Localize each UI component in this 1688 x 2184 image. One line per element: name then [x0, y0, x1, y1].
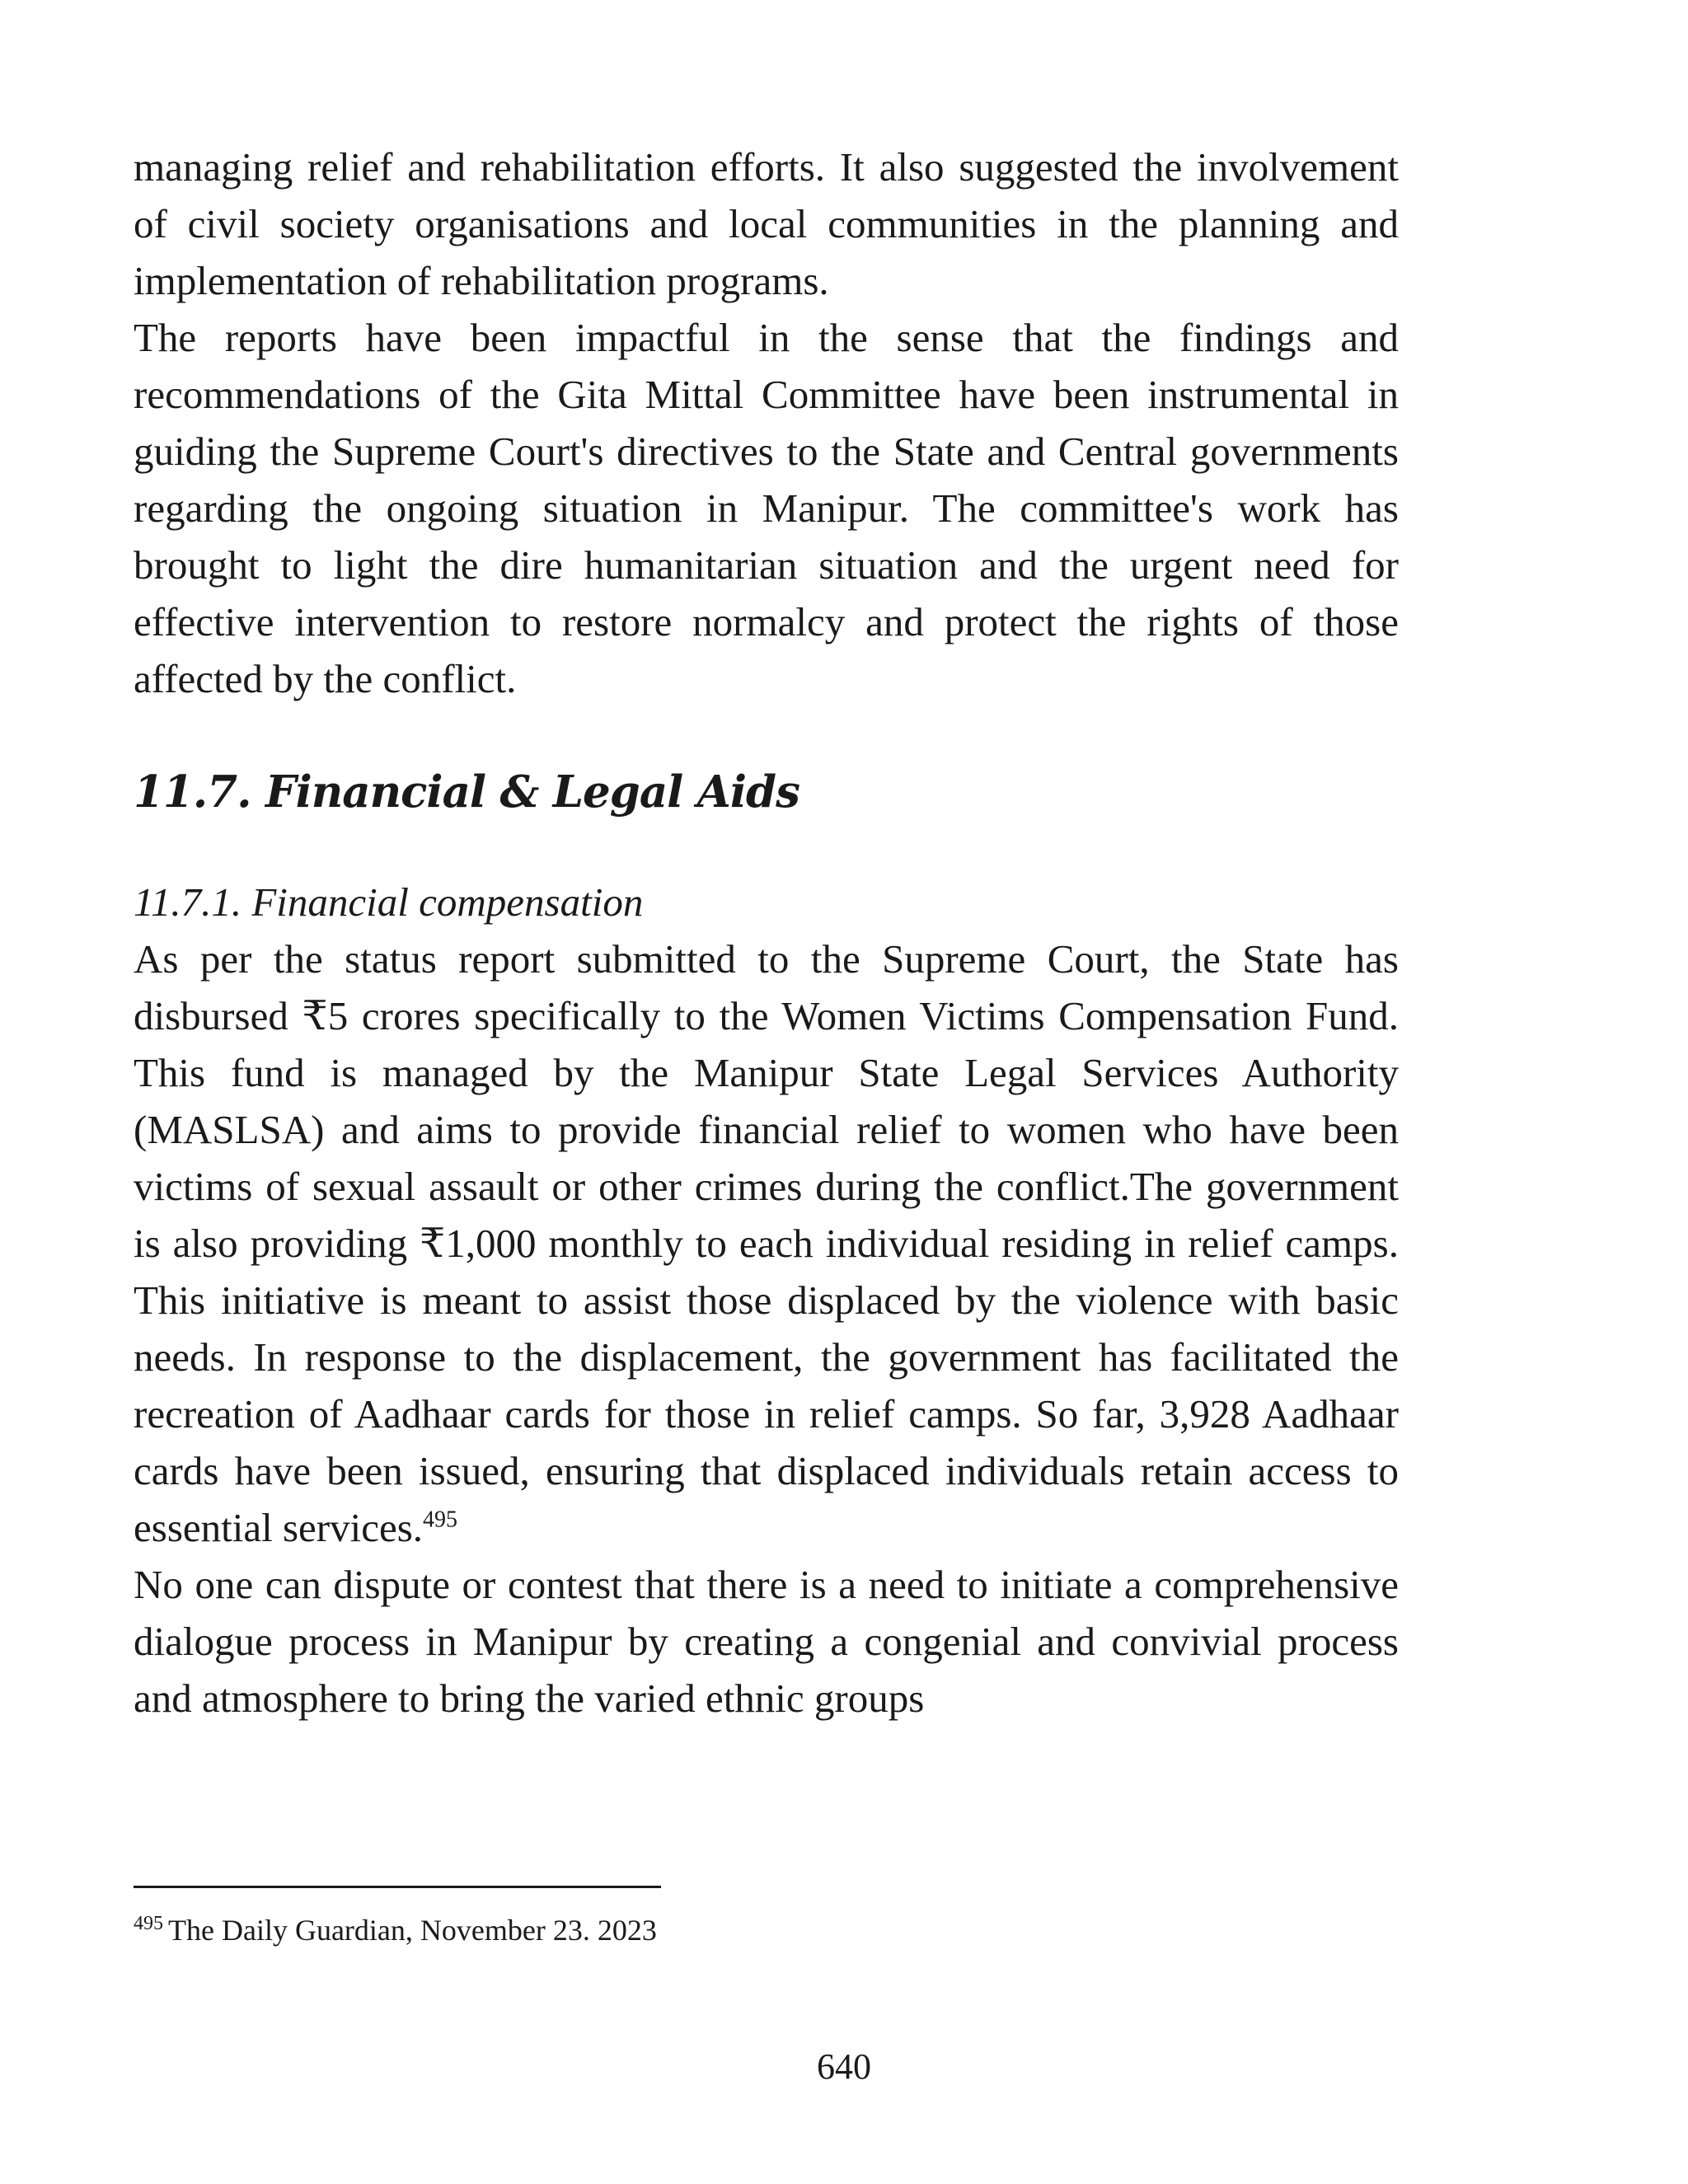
section-heading: 11.7. Financial & Legal Aids	[134, 766, 799, 818]
footnote-number: 495	[134, 1913, 163, 1934]
footnote-reference[interactable]: 495	[423, 1507, 458, 1533]
footnote-text: The Daily Guardian, November 23. 2023	[168, 1914, 657, 1947]
page-body	[134, 138, 1399, 1727]
paragraph-relief-efforts: managing relief and rehabilitation efforts. It also suggested the involvement of civil society organisations and local communities in the planning and implementation of rehabilitation programs.	[134, 144, 1399, 303]
paragraph-financial-compensation-text: As per the status report submitted to the Supreme Court, the State has disbursed ₹5 crores specifically to the Women Victims Compensation Fund. This fund is managed by the Manipur State Legal Services Authority (MASLSA) and aims to provide financial relief to women who have been victims of sexual assault or other crimes during the conflict.The government is also providing ₹1,000 monthly to each individual residing in relief camps. This initiative is meant to assist those displaced by the violence with basic needs. In response to the displacement, the government has facilitated the recreation of Aadhaar cards for those in relief camps. So far, 3,928 Aadhaar cards have been issued, ensuring that displaced individuals retain access to essential services.	[134, 936, 1399, 1550]
paragraph-dialogue-process: No one can dispute or contest that there is a need to initiate a comprehensive dialogue process in Manipur by creating a congenial and convivial process and atmosphere to bring the varied ethnic groups	[134, 1562, 1399, 1721]
paragraph-committee-impact: The reports have been impactful in the sense that the findings and recommendations of the Gita Mittal Committee have been instrumental in guiding the Supreme Court's directives to the State and Central governments regarding the ongoing situation in Manipur. The committee's work has brought to light the dire humanitarian situation and the urgent need for effective intervention to restore normalcy and protect the rights of those affected by the conflict.	[134, 315, 1399, 701]
footnote-divider	[134, 1886, 661, 1888]
subsection-heading: 11.7.1. Financial compensation	[134, 879, 644, 925]
paragraph-financial-compensation	[134, 930, 1399, 1556]
footnote	[134, 1910, 657, 1950]
page-number: 640	[817, 2046, 871, 2087]
